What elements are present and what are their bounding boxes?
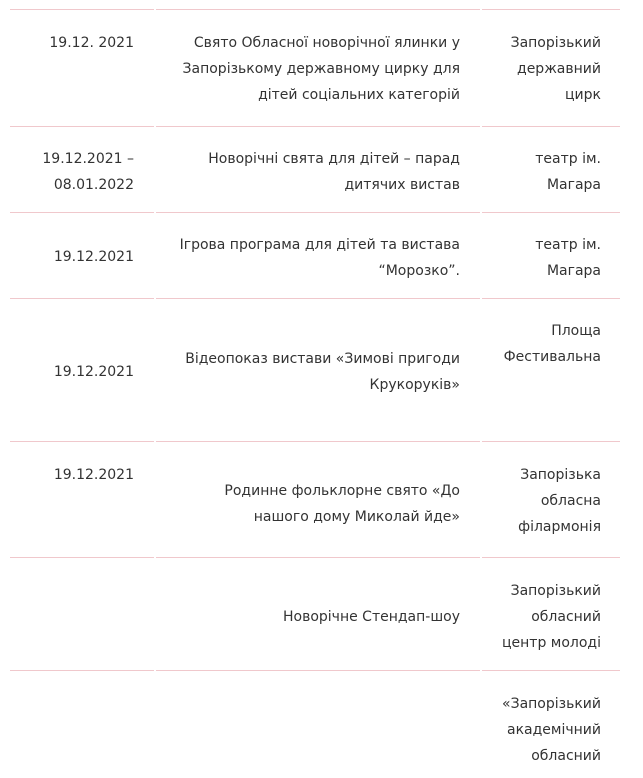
event-line: Родинне фольклорне свято «До <box>224 483 460 499</box>
event-cell <box>156 212 480 298</box>
date-cell <box>10 441 154 557</box>
date-cell <box>10 670 154 778</box>
event-line: Ігрова програма для дітей та вистава <box>179 237 460 253</box>
event-line: Новорічне Стендап-шоу <box>283 609 460 625</box>
table-row <box>0 126 643 212</box>
place-cell <box>482 126 620 212</box>
place-cell <box>482 670 620 778</box>
event-line: Свято Обласної новорічної ялинки у <box>193 35 460 51</box>
event-line: Крукоруків» <box>369 377 460 393</box>
event-line: нашого дому Миколай йде» <box>253 509 460 525</box>
place-line: обласний <box>531 748 601 764</box>
date-cell <box>10 212 154 298</box>
place-line: філармонія <box>518 519 601 535</box>
event-line: дітей соціальних категорій <box>258 87 460 103</box>
place-line: Запорізький <box>510 583 601 599</box>
event-line: Відеопоказ вистави «Зимові пригоди <box>185 351 460 367</box>
place-line: центр молоді <box>502 635 601 651</box>
place-cell <box>482 212 620 298</box>
place-cell <box>482 9 620 126</box>
event-cell <box>156 441 480 557</box>
event-cell <box>156 126 480 212</box>
place-cell <box>482 441 620 557</box>
place-line: Запорізький <box>510 35 601 51</box>
date-line: 19.12.2021 – <box>42 151 134 167</box>
place-line: Магара <box>546 177 601 193</box>
place-line: Площа <box>551 323 601 339</box>
date-cell <box>10 557 154 670</box>
table-row <box>0 670 643 778</box>
place-line: академічний <box>507 722 601 738</box>
place-cell <box>482 298 620 441</box>
place-line: «Запорізький <box>502 696 601 712</box>
place-line: цирк <box>565 87 601 103</box>
place-line: Запорізька <box>520 467 601 483</box>
date-cell <box>10 298 154 441</box>
table-row <box>0 298 643 441</box>
date-line: 19.12.2021 <box>53 467 134 483</box>
place-line: обласний <box>531 609 601 625</box>
place-line: обласна <box>540 493 601 509</box>
date-line: 19.12.2021 <box>53 249 134 265</box>
event-cell <box>156 298 480 441</box>
table-row <box>0 441 643 557</box>
event-line: Новорічні свята для дітей – парад <box>208 151 460 167</box>
event-cell <box>156 9 480 126</box>
table-row <box>0 9 643 126</box>
date-line: 08.01.2022 <box>53 177 134 193</box>
date-cell <box>10 9 154 126</box>
date-line: 19.12. 2021 <box>49 35 134 51</box>
place-line: театр ім. <box>535 237 601 253</box>
place-cell <box>482 557 620 670</box>
table-row <box>0 212 643 298</box>
place-line: Магара <box>546 263 601 279</box>
event-line: дитячих вистав <box>344 177 460 193</box>
event-cell <box>156 670 480 778</box>
event-line: “Морозко”. <box>378 263 460 279</box>
place-line: Фестивальна <box>503 349 601 365</box>
event-line: Запорізькому державному цирку для <box>182 61 460 77</box>
place-line: театр ім. <box>535 151 601 167</box>
event-cell <box>156 557 480 670</box>
place-line: державний <box>517 61 601 77</box>
table-row <box>0 557 643 670</box>
date-cell <box>10 126 154 212</box>
date-line: 19.12.2021 <box>53 364 134 380</box>
